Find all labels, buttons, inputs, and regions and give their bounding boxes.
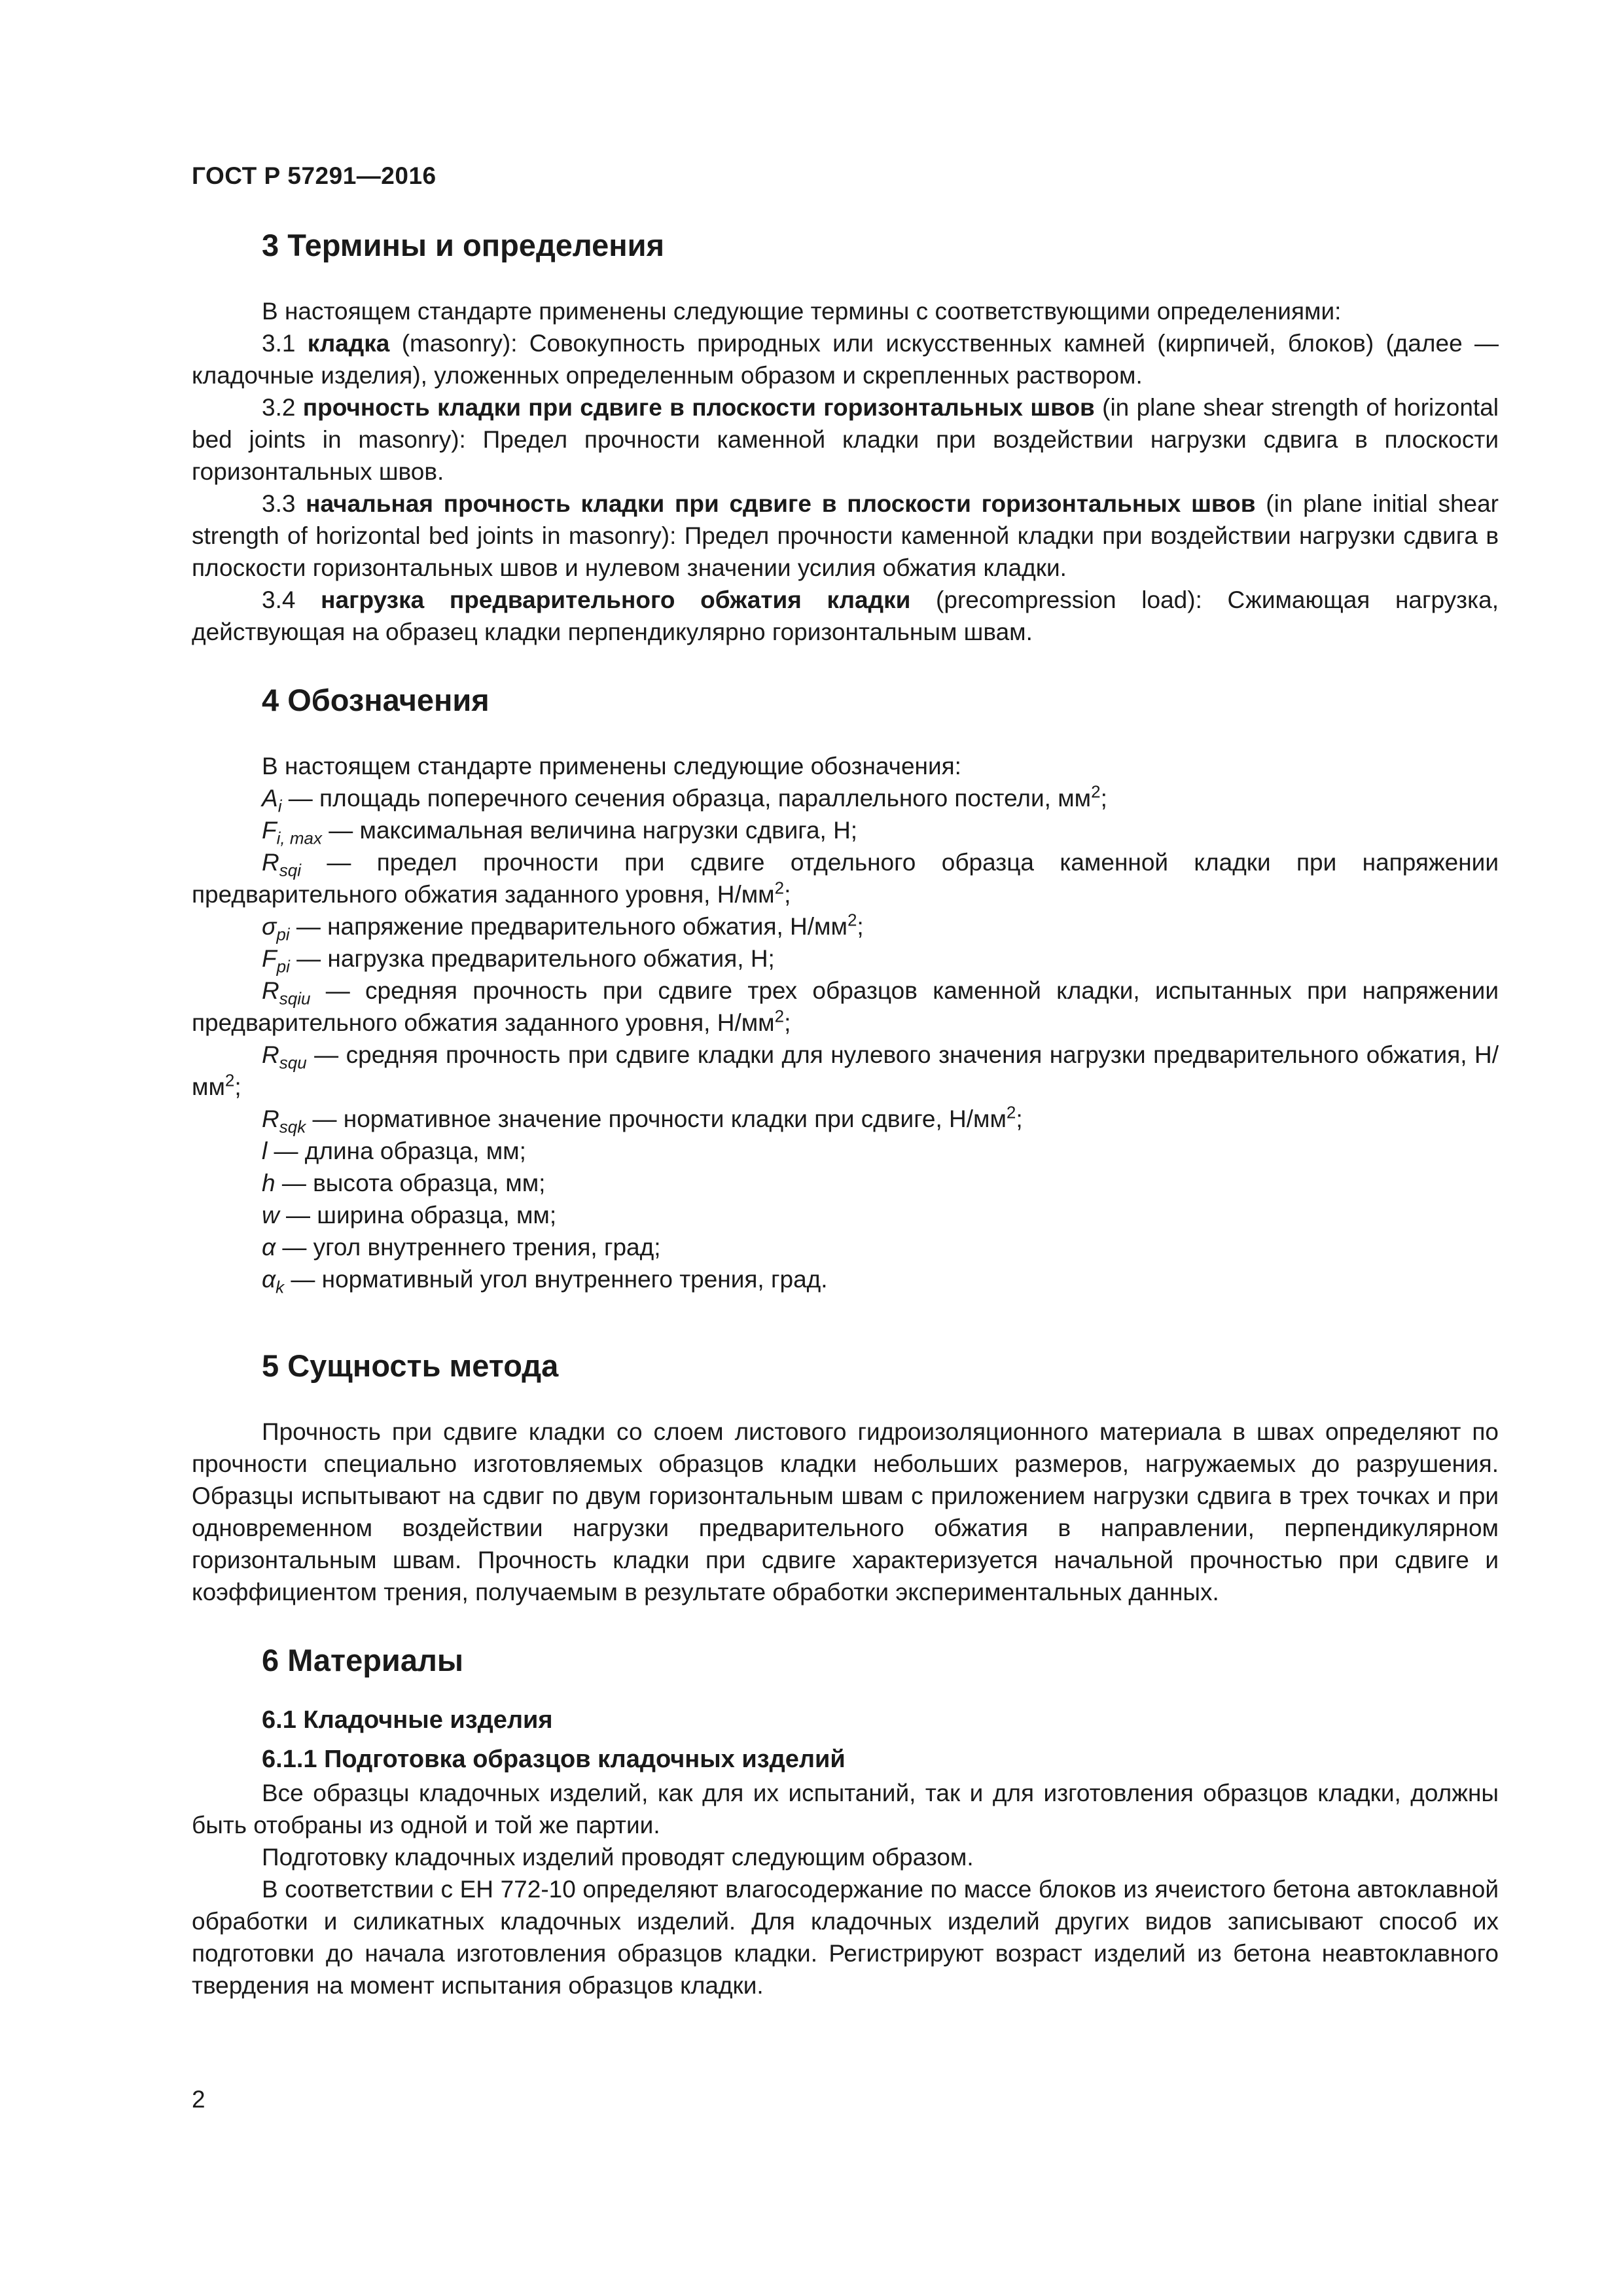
symbol-entry [192,1199,1499,1231]
symbol-subscript: i [277,796,282,816]
entry-terminator: ; [857,913,864,940]
section-4-intro: В настоящем стандарте применены следующие обозначения: [262,753,961,780]
page-number: 2 [192,2086,205,2113]
symbol: R [262,1105,279,1132]
symbol-subscript: pi [276,956,290,977]
section-6 [192,1641,1499,2001]
symbol: R [262,977,279,1004]
entry-terminator: ; [784,1009,791,1036]
symbol: l [262,1138,268,1164]
paragraph-6-1-1-c: В соответствии с ЕН 772-10 определяют влагосодержание по массе блоков из ячеистого бетона автоклавной обработки и силикатных кладочных изделий. Для кладочных изделий других видов записывают способ их подготовки до начала изготовления образцов кладки. Регистрируют возраст изделий из бетона неавтоклавного твердения на момент испытания образцов кладки. [192,1876,1499,1999]
symbol-entry [192,975,1499,1039]
symbol-subscript: pi [276,924,290,944]
term-number: 3.2 [262,394,303,421]
term-name: кладка [307,330,390,357]
document-header: ГОСТ Р 57291—2016 [192,162,437,189]
term-number: 3.3 [262,490,306,517]
unit-exponent: 2 [1006,1102,1016,1122]
entry-terminator: ; [1016,1105,1023,1132]
symbol: R [262,849,279,876]
section-4 [192,681,1499,1295]
symbol-description: — площадь поперечного сечения образца, параллельного постели, мм [281,785,1092,812]
symbol-entry [192,1135,1499,1167]
symbol-description: — высота образца, мм; [275,1170,546,1196]
section-5-title: 5 Сущность метода [262,1348,559,1383]
symbol-description: — средняя прочность при сдвиге кладки для нулевого значения нагрузки предварительного обжатия, Н/мм [192,1041,1499,1100]
symbol-entry [192,910,1499,942]
symbol: A [262,785,278,812]
symbol-entry [192,846,1499,910]
symbol-entry [192,942,1499,975]
symbol-description: — нормативный угол внутреннего трения, град. [284,1266,828,1293]
term-number: 3.1 [262,330,308,357]
term-definition: (masonry): Совокупность природных или искусственных камней (кирпичей, блоков) (далее — кладочные изделия), уложенных определенным образом и скрепленных раствором. [192,330,1499,389]
symbol-subscript: i, max [276,828,322,848]
term-3-3 [192,488,1499,584]
section-3-title: 3 Термины и определения [262,228,664,262]
section-5-text: Прочность при сдвиге кладки со слоем листового гидроизоляционного материала в швах определяют по прочности специально изготовляемых образцов кладки небольших размеров, нагружаемых до разрушения. Образцы испытывают на сдвиг по двум горизонтальным швам с приложением нагрузки сдвига в трех точках и при одновременном воздействии нагрузки предварительного обжатия в направлении, перпендикулярном горизонтальным швам. Прочность кладки при сдвиге характеризуется начальной прочностью при сдвиге и коэффициентом трения, получаемым в результате обработки экспериментальных данных. [192,1418,1499,1605]
entry-terminator: ; [234,1073,241,1100]
term-3-4 [192,584,1499,648]
section-5 [192,1346,1499,1608]
unit-exponent: 2 [224,1070,235,1090]
symbol: R [262,1041,279,1068]
section-4-title: 4 Обозначения [262,683,490,717]
symbol-subscript: sqk [279,1117,306,1137]
symbol-description: — ширина образца, мм; [279,1202,557,1229]
term-number: 3.4 [262,586,321,613]
symbol-description: — длина образца, мм; [267,1138,526,1164]
term-name: прочность кладки при сдвиге в плоскости горизонтальных швов [302,394,1095,421]
symbol: α [262,1266,276,1293]
symbol-entry [192,782,1499,814]
symbol-description: — нагрузка предварительного обжатия, Н; [289,945,775,972]
symbol-description: — угол внутреннего трения, град; [276,1234,661,1261]
section-3 [192,226,1499,648]
section-3-intro: В настоящем стандарте применены следующие термины с соответствующими определениями: [262,298,1342,325]
symbol-entry [192,814,1499,846]
term-definition: (precompression load): Сжимающая нагрузка, действующая на образец кладки перпендикулярно горизонтальным швам. [192,586,1499,645]
symbol-description: — напряжение предварительного обжатия, Н/мм [289,913,847,940]
document-page [192,0,1499,2296]
unit-exponent: 2 [1091,781,1101,802]
symbol-entry [192,1231,1499,1263]
symbol: w [262,1202,279,1229]
term-definition: (in plane shear strength of horizontal bed joints in masonry): Предел прочности каменной кладки при воздействии нагрузки сдвига в плоскости горизонтальных швов. [192,394,1499,485]
symbol-entry [192,1103,1499,1135]
subsection-6-1-title: 6.1 Кладочные изделия [262,1706,553,1734]
term-3-1 [192,327,1499,391]
symbol-description: — предел прочности при сдвиге отдельного образца каменной кладки при напряжении предварительного обжатия заданного уровня, Н/мм [192,849,1499,908]
entry-terminator: ; [784,881,791,908]
term-definition: (in plane initial shear strength of horizontal bed joints in masonry): Предел прочности каменной кладки при воздействии нагрузки сдвига в плоскости горизонтальных швов и нулевом значении усилия обжатия кладки. [192,490,1499,581]
term-name: начальная прочность кладки при сдвиге в плоскости горизонтальных швов [306,490,1256,517]
term-3-2 [192,391,1499,488]
unit-exponent: 2 [774,1006,785,1026]
symbol-subscript: k [276,1277,285,1297]
paragraph-6-1-1-b: Подготовку кладочных изделий проводят следующим образом. [262,1844,974,1871]
unit-exponent: 2 [774,878,785,898]
symbol: F [262,945,277,972]
symbol-entry [192,1263,1499,1295]
symbol-entry [192,1167,1499,1199]
symbol-description: — нормативное значение прочности кладки при сдвиге, Н/мм [306,1105,1007,1132]
symbol: σ [262,913,277,940]
symbol-entry [192,1039,1499,1103]
paragraph-6-1-1-a: Все образцы кладочных изделий, как для их испытаний, так и для изготовления образцов кладки, должны быть отобраны из одной и той же партии. [192,1780,1499,1839]
symbol-subscript: squ [279,1052,307,1073]
symbol: α [262,1234,276,1261]
symbols-list [192,782,1499,1295]
term-name: нагрузка предварительного обжатия кладки [321,586,911,613]
symbol: F [262,817,277,844]
document-body [192,226,1499,2001]
symbol-description: — максимальная величина нагрузки сдвига, Н; [321,817,858,844]
section-6-title: 6 Материалы [262,1643,463,1677]
symbol: h [262,1170,276,1196]
symbol-subscript: sqiu [279,988,311,1009]
entry-terminator: ; [1100,785,1107,812]
symbol-subscript: sqi [279,860,301,880]
symbol-description: — средняя прочность при сдвиге трех образцов каменной кладки, испытанных при напряжении предварительного обжатия заданного уровня, Н/мм [192,977,1499,1036]
unit-exponent: 2 [847,910,857,930]
subsection-6-1-1-title: 6.1.1 Подготовка образцов кладочных изделий [262,1746,846,1773]
